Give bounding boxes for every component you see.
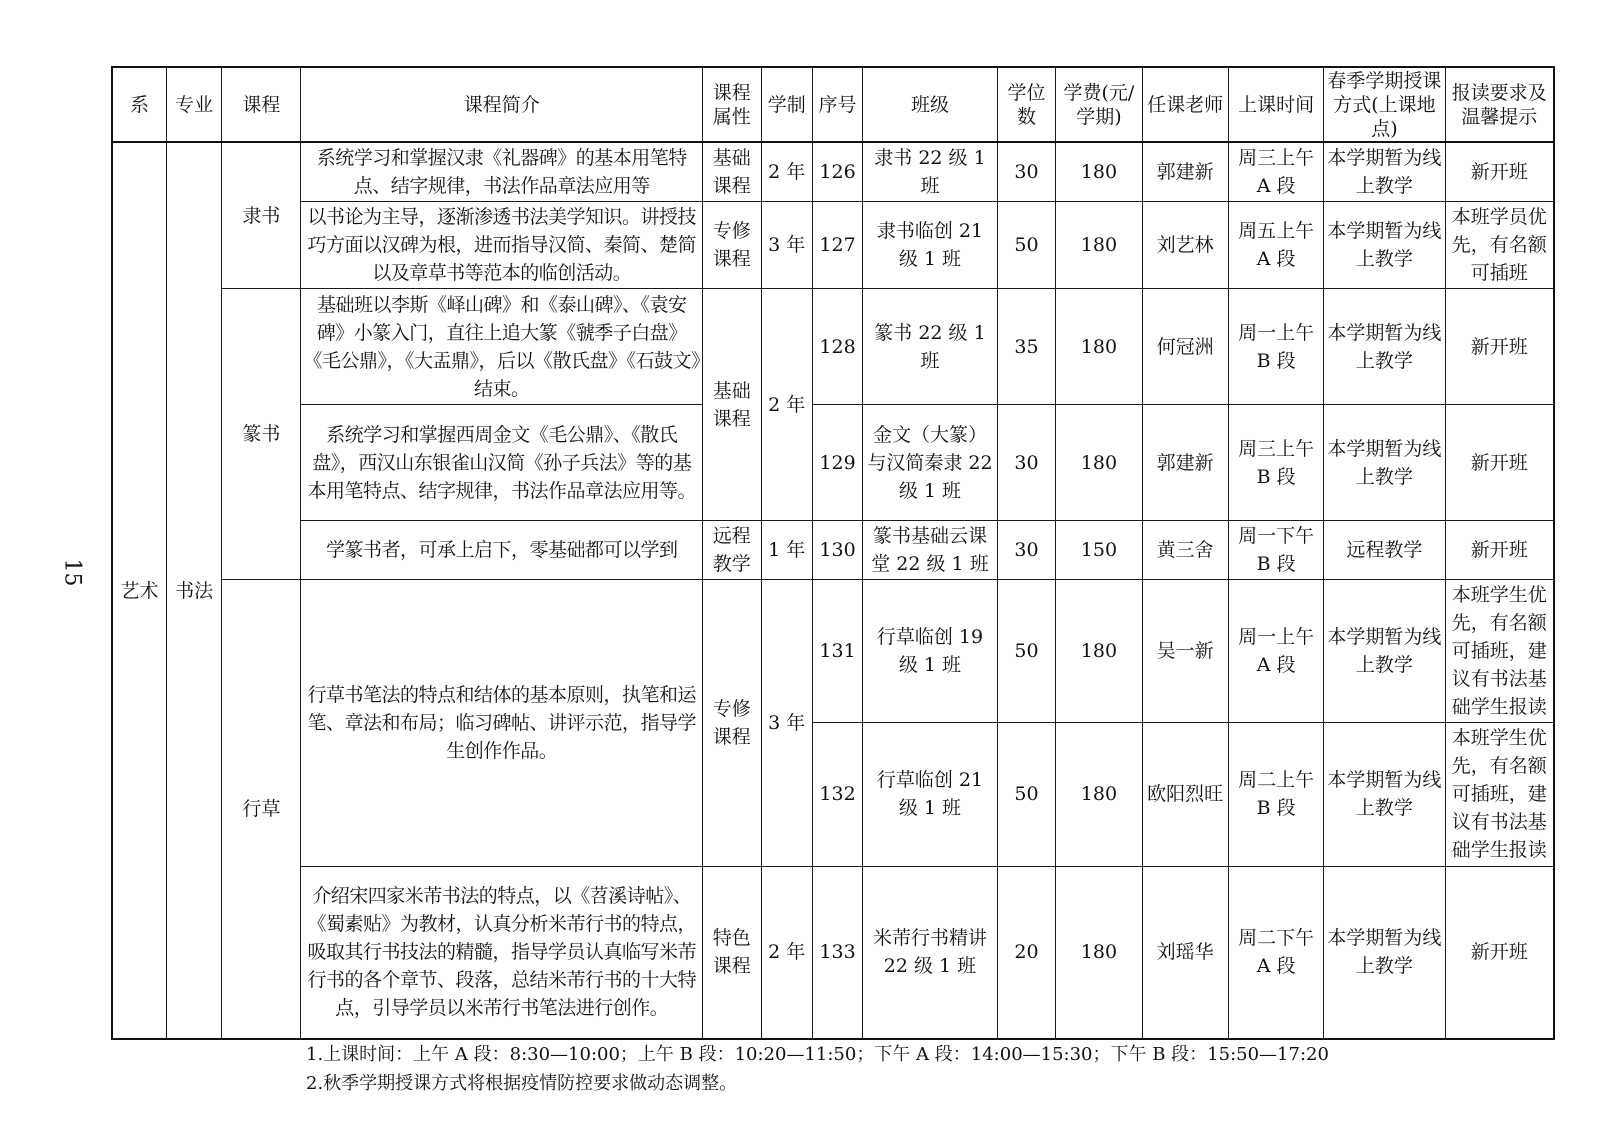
class-cell: 行草临创 21 级 1 班 [863,723,998,866]
page-number: 15 [59,558,85,587]
class-cell: 隶书临创 21 级 1 班 [863,201,998,288]
fee-cell: 180 [1056,142,1142,201]
seats-cell: 50 [997,201,1056,288]
seats-cell: 50 [997,723,1056,866]
teacher-cell: 吴一新 [1142,579,1228,722]
tips-cell: 新开班 [1445,405,1554,521]
fee-cell: 180 [1056,723,1142,866]
mode-cell: 本学期暂为线上教学 [1324,866,1445,1039]
seq-cell: 132 [812,723,862,866]
time-cell: 周一下午 B 段 [1228,520,1324,579]
fee-cell: 180 [1056,405,1142,521]
intro-cell: 系统学习和掌握西周金文《毛公鼎》、《散氏盘》，西汉山东银雀山汉简《孙子兵法》等的基本用笔特点、结字规律，书法作品章法应用等。 [301,405,703,521]
tips-cell: 本班学生优先，有名额可插班，建议有书法基础学生报读 [1445,723,1554,866]
table-row [112,201,1554,288]
intro-cell: 行草书笔法的特点和结体的基本原则，执笔和运笔、章法和布局；临习碑帖、讲评示范，指导学生创作作品。 [301,579,703,866]
teacher-cell: 刘艺林 [1142,201,1228,288]
seq-cell: 129 [812,405,862,521]
header-tips: 报读要求及温馨提示 [1445,67,1554,142]
teacher-cell: 黄三舍 [1142,520,1228,579]
intro-cell: 介绍宋四家米芾书法的特点，以《苕溪诗帖》、《蜀素贴》为教材，认真分析米芾行书的特点，吸取其行书技法的精髓，指导学员认真临写米芾行书的各个章节、段落，总结米芾行书的十大特点，引导学员以米芾行书笔法进行创作。 [301,866,703,1039]
header-course: 课程 [222,67,301,142]
course-table [111,66,1555,1040]
attr-cell: 远程教学 [703,520,762,579]
header-teacher: 任课老师 [1142,67,1228,142]
duration-cell: 3 年 [761,579,812,866]
attr-cell: 专修课程 [703,201,762,288]
seats-cell: 30 [997,520,1056,579]
teacher-cell: 刘瑶华 [1142,866,1228,1039]
seats-cell: 30 [997,405,1056,521]
fee-cell: 180 [1056,579,1142,722]
tips-cell: 新开班 [1445,520,1554,579]
tips-cell: 本班学生优先，有名额可插班，建议有书法基础学生报读 [1445,579,1554,722]
intro-cell: 学篆书者，可承上启下，零基础都可以学到 [301,520,703,579]
time-cell: 周三上午 A 段 [1228,142,1324,201]
fee-cell: 180 [1056,201,1142,288]
table-row [112,289,1554,405]
seq-cell: 130 [812,520,862,579]
time-cell: 周一上午 A 段 [1228,579,1324,722]
class-cell: 篆书 22 级 1 班 [863,289,998,405]
header-intro: 课程简介 [301,67,703,142]
seats-cell: 35 [997,289,1056,405]
table-row [112,142,1554,201]
time-cell: 周一上午 B 段 [1228,289,1324,405]
teacher-cell: 何冠洲 [1142,289,1228,405]
class-cell: 隶书 22 级 1 班 [863,142,998,201]
time-cell: 周二上午 B 段 [1228,723,1324,866]
intro-cell: 以书论为主导，逐渐渗透书法美学知识。讲授技巧方面以汉碑为根，进而指导汉简、秦简、楚简以及章草书等范本的临创活动。 [301,201,703,288]
seq-cell: 128 [812,289,862,405]
mode-cell: 远程教学 [1324,520,1445,579]
course-zhuanshu: 篆书 [222,289,301,580]
header-fee: 学费(元/学期) [1056,67,1142,142]
mode-cell: 本学期暂为线上教学 [1324,723,1445,866]
header-time: 上课时间 [1228,67,1324,142]
duration-cell: 1 年 [761,520,812,579]
fee-cell: 180 [1056,866,1142,1039]
tips-cell: 新开班 [1445,289,1554,405]
seats-cell: 20 [997,866,1056,1039]
duration-cell: 2 年 [761,142,812,201]
mode-cell: 本学期暂为线上教学 [1324,289,1445,405]
table-row [112,405,1554,521]
teacher-cell: 郭建新 [1142,405,1228,521]
mode-cell: 本学期暂为线上教学 [1324,142,1445,201]
attr-cell: 特色课程 [703,866,762,1039]
fee-cell: 150 [1056,520,1142,579]
seats-cell: 30 [997,142,1056,201]
header-dept: 系 [112,67,166,142]
header-duration: 学制 [761,67,812,142]
header-seats: 学位数 [997,67,1056,142]
seats-cell: 50 [997,579,1056,722]
header-row [112,67,1554,142]
time-cell: 周二下午 A 段 [1228,866,1324,1039]
attr-cell: 专修课程 [703,579,762,866]
duration-cell: 3 年 [761,201,812,288]
intro-cell: 系统学习和掌握汉隶《礼器碑》的基本用笔特点、结字规律，书法作品章法应用等 [301,142,703,201]
class-cell: 米芾行书精讲 22 级 1 班 [863,866,998,1039]
seq-cell: 133 [812,866,862,1039]
tips-cell: 新开班 [1445,866,1554,1039]
teacher-cell: 郭建新 [1142,142,1228,201]
course-xingcao: 行草 [222,579,301,1039]
header-seq: 序号 [812,67,862,142]
duration-cell: 2 年 [761,289,812,521]
header-attr: 课程属性 [703,67,762,142]
duration-cell: 2 年 [761,866,812,1039]
major-cell: 书法 [166,142,221,1039]
course-lishu: 隶书 [222,142,301,288]
footnotes [306,1040,1329,1098]
seq-cell: 131 [812,579,862,722]
class-cell: 金文（大篆）与汉简秦隶 22 级 1 班 [863,405,998,521]
teacher-cell: 欧阳烈旺 [1142,723,1228,866]
table-row [112,579,1554,722]
header-mode: 春季学期授课方式(上课地点) [1324,67,1445,142]
tips-cell: 本班学员优先，有名额可插班 [1445,201,1554,288]
mode-cell: 本学期暂为线上教学 [1324,405,1445,521]
header-major: 专业 [166,67,221,142]
seq-cell: 127 [812,201,862,288]
header-class: 班级 [863,67,998,142]
time-cell: 周五上午 A 段 [1228,201,1324,288]
class-cell: 篆书基础云课堂 22 级 1 班 [863,520,998,579]
dept-cell: 艺术 [112,142,166,1039]
intro-cell: 基础班以李斯《峄山碑》和《泰山碑》、《袁安碑》小篆入门，直往上追大篆《虢季子白盘》《毛公鼎》，《大盂鼎》，后以《散氏盘》《石鼓文》结束。 [301,289,703,405]
tips-cell: 新开班 [1445,142,1554,201]
attr-cell: 基础课程 [703,142,762,201]
table-row [112,520,1554,579]
attr-cell: 基础课程 [703,289,762,521]
mode-cell: 本学期暂为线上教学 [1324,201,1445,288]
table-row [112,866,1554,1039]
mode-cell: 本学期暂为线上教学 [1324,579,1445,722]
fee-cell: 180 [1056,289,1142,405]
seq-cell: 126 [812,142,862,201]
footnote-item: 2.秋季学期授课方式将根据疫情防控要求做动态调整。 [306,1073,738,1094]
footnote-item: 1.上课时间：上午 A 段：8:30—10:00；上午 B 段：10:20—11:50；下午 A 段：14:00—15:30；下午 B 段：15:50—17:20 [306,1044,1329,1065]
time-cell: 周三上午 B 段 [1228,405,1324,521]
class-cell: 行草临创 19 级 1 班 [863,579,998,722]
